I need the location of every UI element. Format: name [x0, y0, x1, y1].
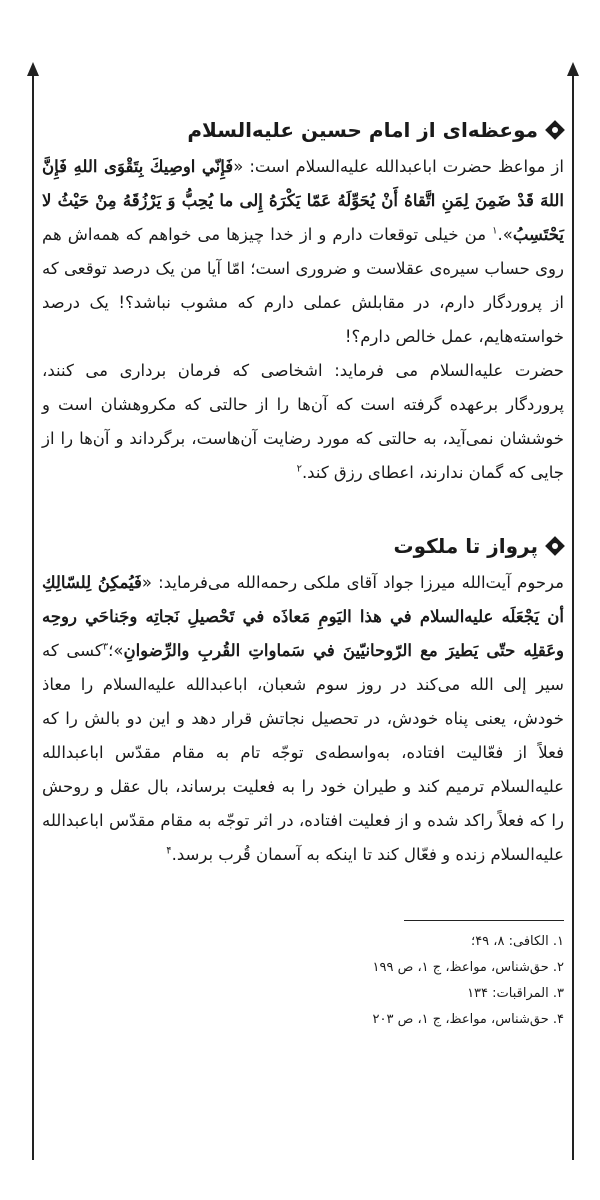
footnote-ref: ۴ — [166, 845, 172, 857]
paragraph-text: مرحوم آیت‌الله میرزا جواد آقای ملکی رحمه‌الله می‌فرماید: « — [141, 573, 564, 592]
arrow-up-icon — [27, 62, 39, 76]
footnote-ref: ۳ — [102, 641, 109, 653]
footnote-item: ۲. حق‌شناس، مواعظ، ج ۱، ص ۱۹۹ — [372, 960, 564, 975]
footnote-divider — [404, 920, 564, 921]
section-title: موعظه‌ای از امام حسین علیه‌السلام — [187, 118, 538, 142]
arabic-quote: فَإِنّي اوصِيكَ بِتَقْوَى اللهِ فَإِنَّ اللهَ قَدْ ضَمِنَ لِمَنِ اتَّقاهُ أَنْ يُحَوِّلَهُ عَمّا يَكْرَهُ إِلى ما يُحِبُّ وَ يَرْزُقَهُ مِنْ حَيْثُ لا يَحْتَسِبُ — [42, 157, 564, 244]
footnote-ref: ۲ — [296, 463, 302, 475]
section-heading — [42, 534, 564, 558]
quote-mark: ». — [497, 225, 513, 244]
paragraph — [42, 566, 564, 872]
arabic-quote: فَيُمكِنُ لِلسّالِكِ أن يَجْعَلَه علیه‌السلام في هذا اليَومِ مَعاذَه في تَحْصيلِ نَجاتِه وجَناحَي روحِه وعَقلِه حتّى يَطيرَ مع الرّوحانيّينَ في سَماواتِ القُربِ والرِّضوانِ — [42, 573, 565, 660]
margin-line-left — [32, 70, 34, 1160]
paragraph-text: من خیلی توقعات دارم و از خدا چیزها می خواهم که همه‌اش هم روی حساب سیره‌ی عقلاست و ضروری است؛ امّا آیا من یک درصد توقعی که از پروردگار دارم، در مقابلش عملی دارم که مشوب نباشد؟! یک درصد خواسته‌هایم، عمل خالص دارم؟! — [42, 225, 564, 346]
paragraph-text: حضرت علیه‌السلام می فرماید: اشخاصی که فرمان برداری می کنند، پروردگار برعهده گرفته است که آن‌ها را از حالتی که مکروهشان است و خوششان نمی‌آید، به حالتی که مورد رضایت آن‌هاست، برگرداند و آن‌ها را از جایی که گمان ندارند، اعطای رزق کند. — [42, 361, 564, 482]
footnote-item: ۴. حق‌شناس، مواعظ، ج ۱، ص ۲۰۳ — [372, 1012, 564, 1027]
paragraph-text: از مواعظ حضرت اباعبدالله علیه‌السلام است: « — [233, 157, 564, 176]
footnote-item: ۳. المراقبات: ۱۳۴ — [467, 986, 564, 1001]
quote-mark: »؛ — [108, 641, 124, 660]
paragraph — [42, 354, 564, 490]
paragraph — [42, 150, 564, 354]
footnotes — [42, 929, 564, 1033]
footnote-ref: ۱ — [492, 225, 498, 237]
section-heading — [42, 118, 564, 142]
document-page — [42, 118, 564, 1033]
margin-line-right — [572, 70, 574, 1160]
ornament-icon — [546, 121, 564, 139]
section-title: پرواز تا ملکوت — [393, 534, 538, 558]
paragraph-text: کسی که سیر إلی الله می‌کند در روز سوم شعبان، اباعبدالله علیه‌السلام را معاذ خودش، یعنی پناه خودش، در تحصیل نجاتش قرار دهد و این دو بالش را که فعلاً از فعّالیت افتاده، به‌واسطه‌ی توجّه تام به مقام مقدّس اباعبدالله علیه‌السلام ترمیم کند و طیران خود را به فعلیت برساند، بال عقل و روحش را که فعلاً راکد شده و از فعلیت افتاده، در اثر توجّه به مقام مقدّس اباعبدالله علیه‌السلام زنده و فعّال کند تا اینکه به آسمان قُرب برسد. — [42, 641, 564, 864]
arrow-up-icon — [567, 62, 579, 76]
footnote-item: ۱. الکافی: ۸، ۴۹؛ — [471, 934, 564, 949]
ornament-icon — [546, 537, 564, 555]
